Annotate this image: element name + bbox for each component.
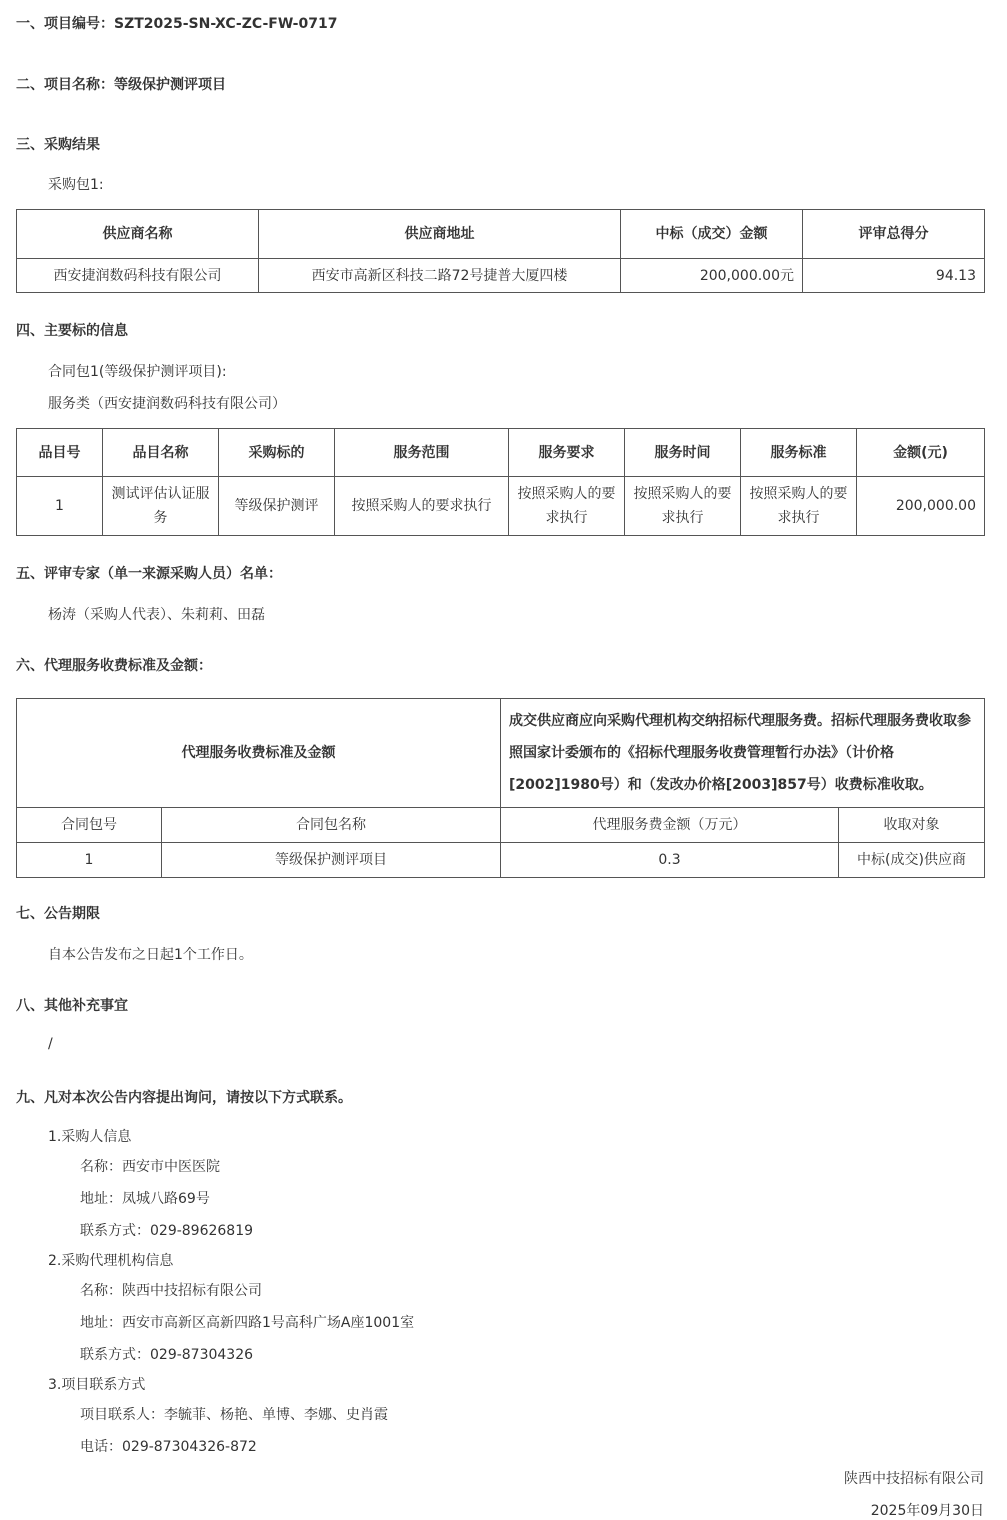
item-name-cell: 测试评估认证服务: [103, 477, 219, 536]
table-header-cell: 金额(元): [857, 429, 985, 477]
total-score-cell: 94.13: [803, 259, 985, 293]
contract-package-label: 合同包1(等级保护测评项目):: [48, 364, 227, 380]
contact-heading: 九、凡对本次公告内容提出询问，请按以下方式联系。: [16, 1090, 352, 1106]
table-header-cell: 品目号: [17, 429, 103, 477]
expert-list-text: 杨涛（采购人代表）、朱莉莉、田磊: [48, 607, 265, 623]
table-header-row: [17, 210, 985, 259]
table-row: [17, 259, 985, 293]
contract-package-name-cell: 等级保护测评项目: [162, 843, 501, 878]
expert-list-heading: 五、评审专家（单一来源采购人员）名单：: [16, 566, 282, 582]
table-header-cell: 服务要求: [509, 429, 625, 477]
service-scope-cell: 按照采购人的要求执行: [335, 477, 509, 536]
agency-info-title: 2.采购代理机构信息: [48, 1253, 174, 1269]
contract-package-number-cell: 1: [17, 843, 162, 878]
service-time-cell: 按照采购人的要求执行: [625, 477, 741, 536]
table-row: [17, 477, 985, 536]
buyer-name: 名称：西安市中医医院: [80, 1159, 220, 1175]
supplier-address-cell: 西安市高新区科技二路72号捷普大厦四楼: [259, 259, 621, 293]
procurement-result-heading: 三、采购结果: [16, 137, 100, 153]
table-header-cell: 中标（成交）金额: [621, 210, 803, 259]
table-header-row: [17, 808, 985, 843]
main-subject-heading: 四、主要标的信息: [16, 323, 128, 339]
table-header-cell: 采购标的: [219, 429, 335, 477]
agency-fee-table: [16, 698, 985, 878]
agency-address: 地址：西安市高新区高新四路1号高科广场A座1001室: [80, 1315, 415, 1331]
agency-fee-heading: 六、代理服务收费标准及金额：: [16, 658, 212, 674]
procurement-target-cell: 等级保护测评: [219, 477, 335, 536]
table-header-cell: 服务范围: [335, 429, 509, 477]
service-standard-cell: 按照采购人的要求执行: [741, 477, 857, 536]
buyer-info-title: 1.采购人信息: [48, 1129, 132, 1145]
other-matters-text: /: [48, 1036, 53, 1052]
fee-standard-label: 代理服务收费标准及金额: [17, 699, 501, 808]
project-contact-phone: 电话：029-87304326-872: [80, 1439, 257, 1455]
other-matters-heading: 八、其他补充事宜: [16, 998, 128, 1014]
fee-standard-text: 成交供应商应向采购代理机构交纳招标代理服务费。招标代理服务费收取参照国家计委颁布的《招标代理服务收费管理暂行办法》（计价格[2002]1980号）和（发改办价格[2003]857号）收费标准收取。: [501, 699, 985, 808]
buyer-address: 地址：凤城八路69号: [80, 1191, 210, 1207]
procurement-result-table: [16, 209, 985, 293]
table-header-cell: 供应商名称: [17, 210, 259, 259]
project-contact-title: 3.项目联系方式: [48, 1377, 146, 1393]
project-contact-people: 项目联系人：李毓菲、杨艳、单博、李娜、史肖霞: [80, 1407, 388, 1423]
announcement-period-text: 自本公告发布之日起1个工作日。: [48, 947, 253, 963]
footer-date: 2025年09月30日: [870, 1503, 984, 1519]
buyer-contact: 联系方式：029-89626819: [80, 1223, 254, 1239]
table-header-cell: 品目名称: [103, 429, 219, 477]
table-header-cell: 代理服务费金额（万元）: [501, 808, 839, 843]
project-name-heading: 二、项目名称：等级保护测评项目: [16, 77, 226, 93]
table-header-row: [17, 429, 985, 477]
fee-payer-cell: 中标(成交)供应商: [839, 843, 985, 878]
announcement-period-heading: 七、公告期限: [16, 906, 100, 922]
table-header-cell: 服务标准: [741, 429, 857, 477]
service-requirement-cell: 按照采购人的要求执行: [509, 477, 625, 536]
table-header-cell: 收取对象: [839, 808, 985, 843]
supplier-name-cell: 西安捷润数码科技有限公司: [17, 259, 259, 293]
agency-fee-amount-cell: 0.3: [501, 843, 839, 878]
item-number-cell: 1: [17, 477, 103, 536]
table-row: [17, 843, 985, 878]
amount-cell: 200,000.00: [857, 477, 985, 536]
table-header-cell: 评审总得分: [803, 210, 985, 259]
table-header-cell: 合同包号: [17, 808, 162, 843]
package-label: 采购包1:: [48, 177, 104, 193]
table-header-cell: 合同包名称: [162, 808, 501, 843]
project-number-heading: 一、项目编号：SZT2025-SN-XC-ZC-FW-0717: [16, 16, 338, 32]
main-subject-table: [16, 428, 985, 536]
winning-amount-cell: 200,000.00元: [621, 259, 803, 293]
fee-standard-row: [17, 699, 985, 808]
table-header-cell: 供应商地址: [259, 210, 621, 259]
agency-contact: 联系方式：029-87304326: [80, 1347, 254, 1363]
footer-organization: 陕西中技招标有限公司: [844, 1471, 984, 1487]
table-header-cell: 服务时间: [625, 429, 741, 477]
service-category-label: 服务类（西安捷润数码科技有限公司）: [48, 396, 286, 412]
agency-name: 名称：陕西中技招标有限公司: [80, 1283, 262, 1299]
